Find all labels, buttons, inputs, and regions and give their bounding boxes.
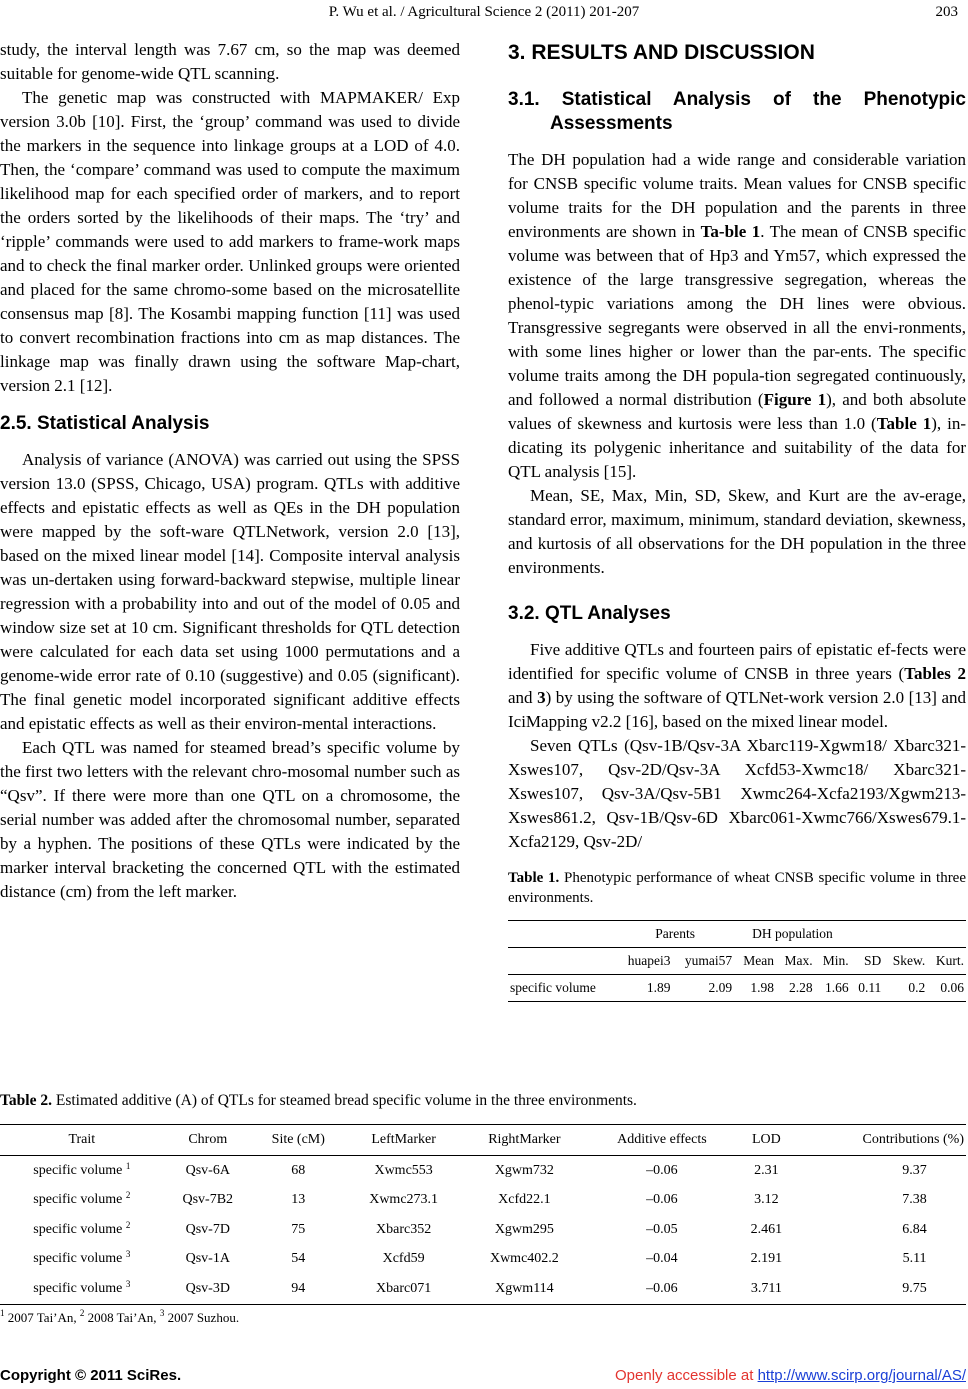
paragraph: Each QTL was named for steamed bread’s specific volume by the first two letters with the relevant chro-mosomal number such as “Qsv”. If there were more than one QTL on a chromosome, the serial number was added after the chromosomal number, separated by a hyphen. The positions of these QTLs were indicated by the marker interval bracketing the concerned QTL with the estimated distance (cm) from the left marker.	[0, 738, 460, 901]
section-heading: 3.2. QTL Analyses	[508, 603, 671, 624]
table2-header: Trait	[0, 1125, 164, 1156]
table-row: specific volume $^1$ Qsv-6A 68 Xwmc553 Xgwm732 –0.06 2.31 9.37	[33, 1160, 927, 1178]
paragraph: The DH population had a wide range and considerable variation for CNSB specific volume traits. Mean values for CNSB specific volume traits for the DH population and the parents in three environments are shown in Ta-ble 1. The mean of CNSB specific volume was between that of Hp3 and Ym57, which expressed the existence of the large transgressive segregation, whereas the phenol-typic variations among the DH lines were obvious. Transgressive segregants were observed in all the envi-ronments, with some lines higher or lower than the par-ents. The specific volume traits among the DH popula-tion segregated continuously, and followed a normal distribution (Figure 1), and both absolute values of skewness and kurtosis were less than 1.0 (Table 1), in-dicating its polygenic inheritance and suitability of the data for QTL analysis [15].	[508, 150, 966, 481]
table1-cell: 2.09	[708, 980, 733, 995]
section-heading: 2.5. Statistical Analysis	[0, 413, 210, 434]
table-row: specific volume $^3$ Qsv-1A 54 Xcfd59 Xwmc402.2 –0.04 2.191 5.11	[33, 1249, 927, 1267]
table2-header: LOD	[738, 1125, 795, 1156]
paragraph: The genetic map was constructed with MAPMAKER/ Exp version 3.0b [10]. First, the ‘group’ command was used to divide the markers in the sequence into linkage groups at a LOD of 4.0. Then, the ‘compare’ command was used to compute the maximum likelihood map for each specified order of markers, and to report the orders sorted by the likelihoods of their maps. The ‘try’ and ‘ripple’ commands were used to add markers to frame-work maps and to check the final marker order. Unlinked groups were oriented and placed for the same chromo-some based on the microsatellite consensus map [8]. The Kosambi mapping function [11] was used to convert recombination fractions into cm as map distances. The linkage map was finally drawn using the software Map-chart, version 2.1 [12].	[0, 88, 460, 395]
table1-header: huapei3	[627, 953, 671, 968]
table2-caption: Table 2. Estimated additive (A) of QTLs for steamed bread specific volume in the three environments.	[0, 1092, 637, 1109]
table1-header: Max.	[784, 953, 813, 968]
left-column	[0, 38, 460, 904]
table1-cell: 1.66	[825, 980, 849, 995]
table2-header: Site (cM)	[252, 1125, 345, 1156]
open-access-note: Openly accessible at http://www.scirp.org/journal/AS/	[615, 1367, 966, 1384]
table1-cell: 1.98	[750, 980, 774, 995]
section-heading: 3. RESULTS AND DISCUSSION	[508, 41, 815, 64]
table1-header: yumai57	[684, 953, 733, 968]
table-row: specific volume $^2$ Qsv-7D 75 Xbarc352 Xgwm295 –0.05 2.461 6.84	[33, 1219, 927, 1237]
table1-caption: Table 1. Phenotypic performance of wheat CNSB specific volume in three environments.	[508, 870, 966, 906]
table1-cell: 0.2	[908, 980, 926, 995]
paragraph: study, the interval length was 7.67 cm, so the map was deemed suitable for genome-wide QTL scanning.	[0, 40, 460, 83]
page-number: 203	[935, 4, 958, 20]
journal-link[interactable]: http://www.scirp.org/journal/AS/	[757, 1367, 966, 1384]
table1-cell: 1.89	[646, 980, 671, 995]
table1-header: Mean	[743, 953, 774, 968]
table2-header: LeftMarker	[345, 1125, 463, 1156]
table1-header: Min.	[822, 953, 849, 968]
table1-header: Skew.	[892, 953, 926, 968]
table1-cell: 0.06	[940, 980, 964, 995]
table2-header: RightMarker	[463, 1125, 587, 1156]
table1-header: SD	[864, 953, 882, 968]
table1-cell: 0.11	[858, 980, 882, 995]
section-heading: 3.1. Statistical Analysis of the Phenotypic Assessments	[508, 89, 966, 134]
running-header	[0, 4, 968, 22]
running-title: P. Wu et al. / Agricultural Science 2 (2011) 201-207	[328, 4, 640, 20]
table2-header: Contributions (%)	[795, 1125, 966, 1156]
paragraph: Five additive QTLs and fourteen pairs of epistatic ef-fects were identified for specific volume of CNSB in three years (Tables 2 and 3) by using the software of QTLNet-work version 2.0 [13] and IciMapping v2.2 [16], based on the mixed linear model.	[508, 640, 967, 731]
table1-header: Kurt.	[935, 953, 964, 968]
paragraph: Seven QTLs (Qsv-1B/Qsv-3A Xbarc119-Xgwm18/ Xbarc321-Xswes107, Qsv-2D/Qsv-3A Xcfd53-Xwmc18/ Xbarc321-Xswes107, Qsv-3A/Qsv-5B1 Xwmc264-Xcfa2193/Xgwm213-Xswes861.2, Qsv-1B/Qsv-6D Xbarc061-Xwmc766/Xswes679.1-Xcfa2129, Qsv-2D/	[508, 736, 966, 851]
table-row: specific volume $^3$ Qsv-3D 94 Xbarc071 Xgwm114 –0.06 3.711 9.75	[0, 1274, 966, 1304]
paragraph: Mean, SE, Max, Min, SD, Skew, and Kurt are the av-erage, standard error, maximum, minimum, standard deviation, skewness, and kurtosis of all observations for the DH population in the three environments.	[508, 486, 966, 577]
table2	[0, 1124, 966, 1305]
table2-header: Additive effects	[586, 1125, 737, 1156]
table1-cell: 2.28	[789, 980, 813, 995]
table-ref[interactable]: Tables 2	[904, 664, 966, 683]
table2-header: Chrom	[164, 1125, 252, 1156]
table-ref[interactable]: 3	[537, 688, 546, 707]
copyright: Copyright © 2011 SciRes.	[0, 1367, 182, 1384]
table-row: specific volume $^2$ Qsv-7B2 13 Xwmc273.1 Xcfd22.1 –0.06 3.12 7.38	[33, 1190, 927, 1208]
table1-row-label: specific volume	[510, 980, 596, 995]
table2-footnote: $^1$ 2007 Tai’An, $^2$ 2008 Tai’An, $^3$ 2007 Suzhou.	[0, 1308, 240, 1325]
table1-group-dh: DH population	[752, 926, 833, 941]
table1-group-parents: Parents	[655, 926, 696, 941]
table-ref[interactable]: Table 1	[876, 414, 932, 433]
table1	[508, 920, 966, 1002]
figure-ref[interactable]: Figure 1	[763, 390, 827, 409]
table-ref[interactable]: Ta-ble 1	[700, 222, 761, 241]
right-column	[508, 40, 966, 1002]
paragraph: Analysis of variance (ANOVA) was carried out using the SPSS version 13.0 (SPSS, Chicago, USA) program. QTLs with additive effects and epistatic effects as well as QEs in the DH population were mapped by the soft-ware QTLNetwork, version 2.0 [13], based on the mixed linear model [14]. Composite interval analysis was un-dertaken using forward-backward stepwise, multiple linear regression with a probability into and out of the model of 0.05 and window size set at 10 cm. Significant thresholds for QTL detection were calculated for each data set using 1000 permutations and a genome-wide error rate of 0.10 (suggestive) and 0.05 (significant). The final genetic model incorporated significant additive effects and epistatic effects as well as their environ-mental interactions.	[0, 450, 460, 733]
